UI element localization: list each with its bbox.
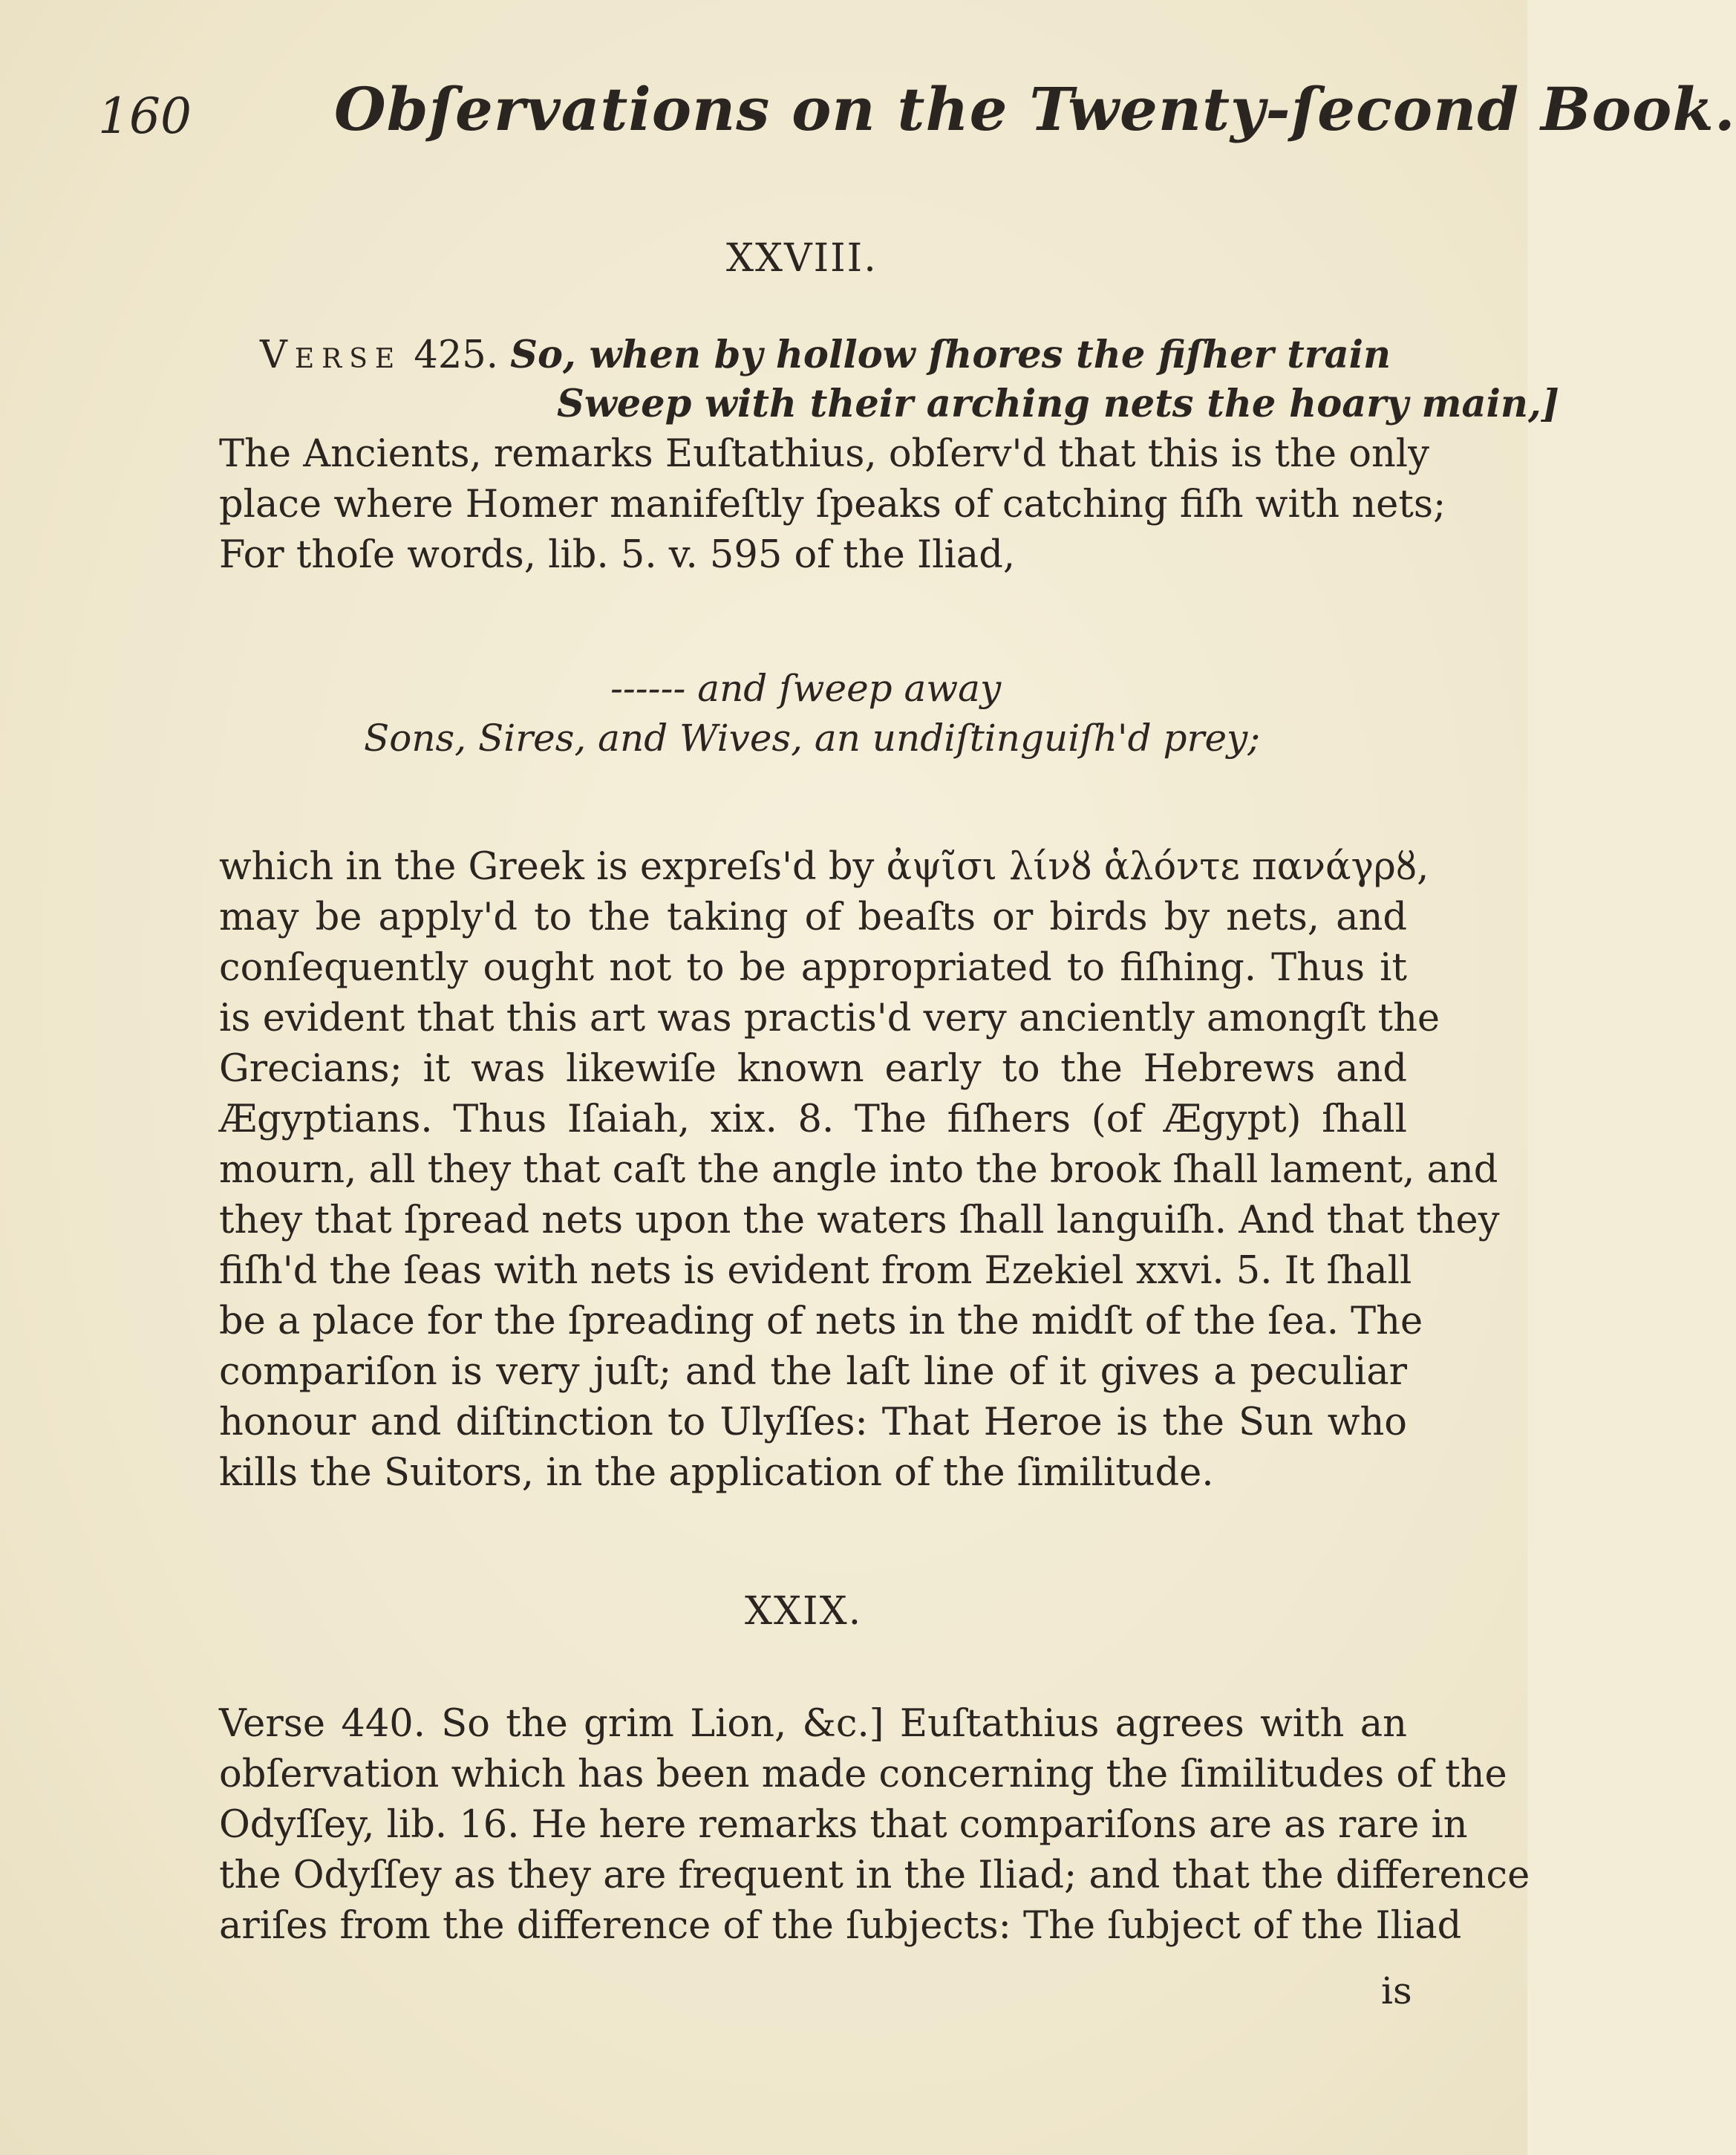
- paragraph-line: be a place for the ſpreading of nets in the midſt of the ſea. The: [219, 1300, 1423, 1343]
- paragraph-line: Odyſſey, lib. 16. He here remarks that compariſons are as rare in: [219, 1803, 1468, 1847]
- catchword: is: [1381, 1969, 1412, 2012]
- paragraph-2: [219, 842, 1500, 1499]
- section-numeral-xxix: XXIX.: [745, 1589, 863, 1634]
- paragraph-line: they that ſpread nets upon the waters ſhall languiſh. And that they: [219, 1199, 1500, 1242]
- paragraph-line: fiſh'd the ſeas with nets is evident from Ezekiel xxvi. 5. It ſhall: [219, 1249, 1412, 1293]
- paragraph-line: honour and diſtinction to Ulyſſes: That Heroe is the Sun who: [219, 1401, 1407, 1444]
- paragraph-line: Verse 440. So the grim Lion, &c.] Euſtathius agrees with an: [219, 1702, 1407, 1746]
- paragraph-line: place where Homer manifeſtly ſpeaks of catching fiſh with nets;: [219, 483, 1446, 526]
- verse-number: 425.: [414, 333, 498, 377]
- paragraph-1: [219, 429, 1446, 581]
- quote-line2: Sons, Sires, and Wives, an undiſtinguiſh'd prey;: [364, 717, 1261, 760]
- quote-line1: ------ and ſweep away: [610, 667, 1002, 710]
- paragraph-line: The Ancients, remarks Euſtathius, obſerv'd that this is the only: [219, 432, 1429, 476]
- paragraph-line: conſequently ought not to be appropriated to fiſhing. Thus it: [219, 946, 1407, 990]
- verse-citation-line1: [260, 331, 1391, 379]
- paragraph-line: mourn, all they that caſt the angle into the brook ſhall lament, and: [219, 1148, 1498, 1192]
- paragraph-line: the Odyſſey as they are frequent in the Iliad; and that the difference: [219, 1854, 1530, 1897]
- paragraph-3: [219, 1699, 1530, 1952]
- paragraph-line: For thoſe words, lib. 5. v. 595 of the Iliad,: [219, 533, 1016, 577]
- page-number: 160: [98, 88, 192, 145]
- paragraph-line: kills the Suitors, in the application of the ſimilitude.: [219, 1451, 1214, 1495]
- paragraph-line: is evident that this art was practis'd very anciently amongſt the: [219, 997, 1440, 1040]
- paragraph-line: which in the Greek is expreſs'd by ἀψῖσι λίνȣ ἁλόντε πανάγρȣ,: [219, 845, 1429, 889]
- paragraph-line: Grecians; it was likewiſe known early to the Hebrews and: [219, 1047, 1407, 1091]
- verse-text-line1: So, when by hollow ſhores the fiſher train: [510, 333, 1391, 377]
- paragraph-line: compariſon is very juſt; and the laſt line of it gives a peculiar: [219, 1350, 1407, 1394]
- paragraph-line: ariſes from the difference of the ſubjects: The ſubject of the Iliad: [219, 1904, 1462, 1948]
- verse-text-line2: Sweep with their arching nets the hoary main,]: [557, 382, 1559, 426]
- paragraph-line: Ægyptians. Thus Iſaiah, xix. 8. The fiſhers (of Ægypt) ſhall: [219, 1098, 1407, 1141]
- section-numeral-xxviii: XXVIII.: [726, 236, 878, 281]
- paragraph-line: may be apply'd to the taking of beaſts or birds by nets, and: [219, 896, 1407, 939]
- verse-label: Verse: [260, 333, 402, 377]
- running-title: Obſervations on the Twenty-ſecond Book.: [334, 74, 1736, 144]
- paragraph-line: obſervation which has been made concerning the ſimilitudes of the: [219, 1753, 1507, 1796]
